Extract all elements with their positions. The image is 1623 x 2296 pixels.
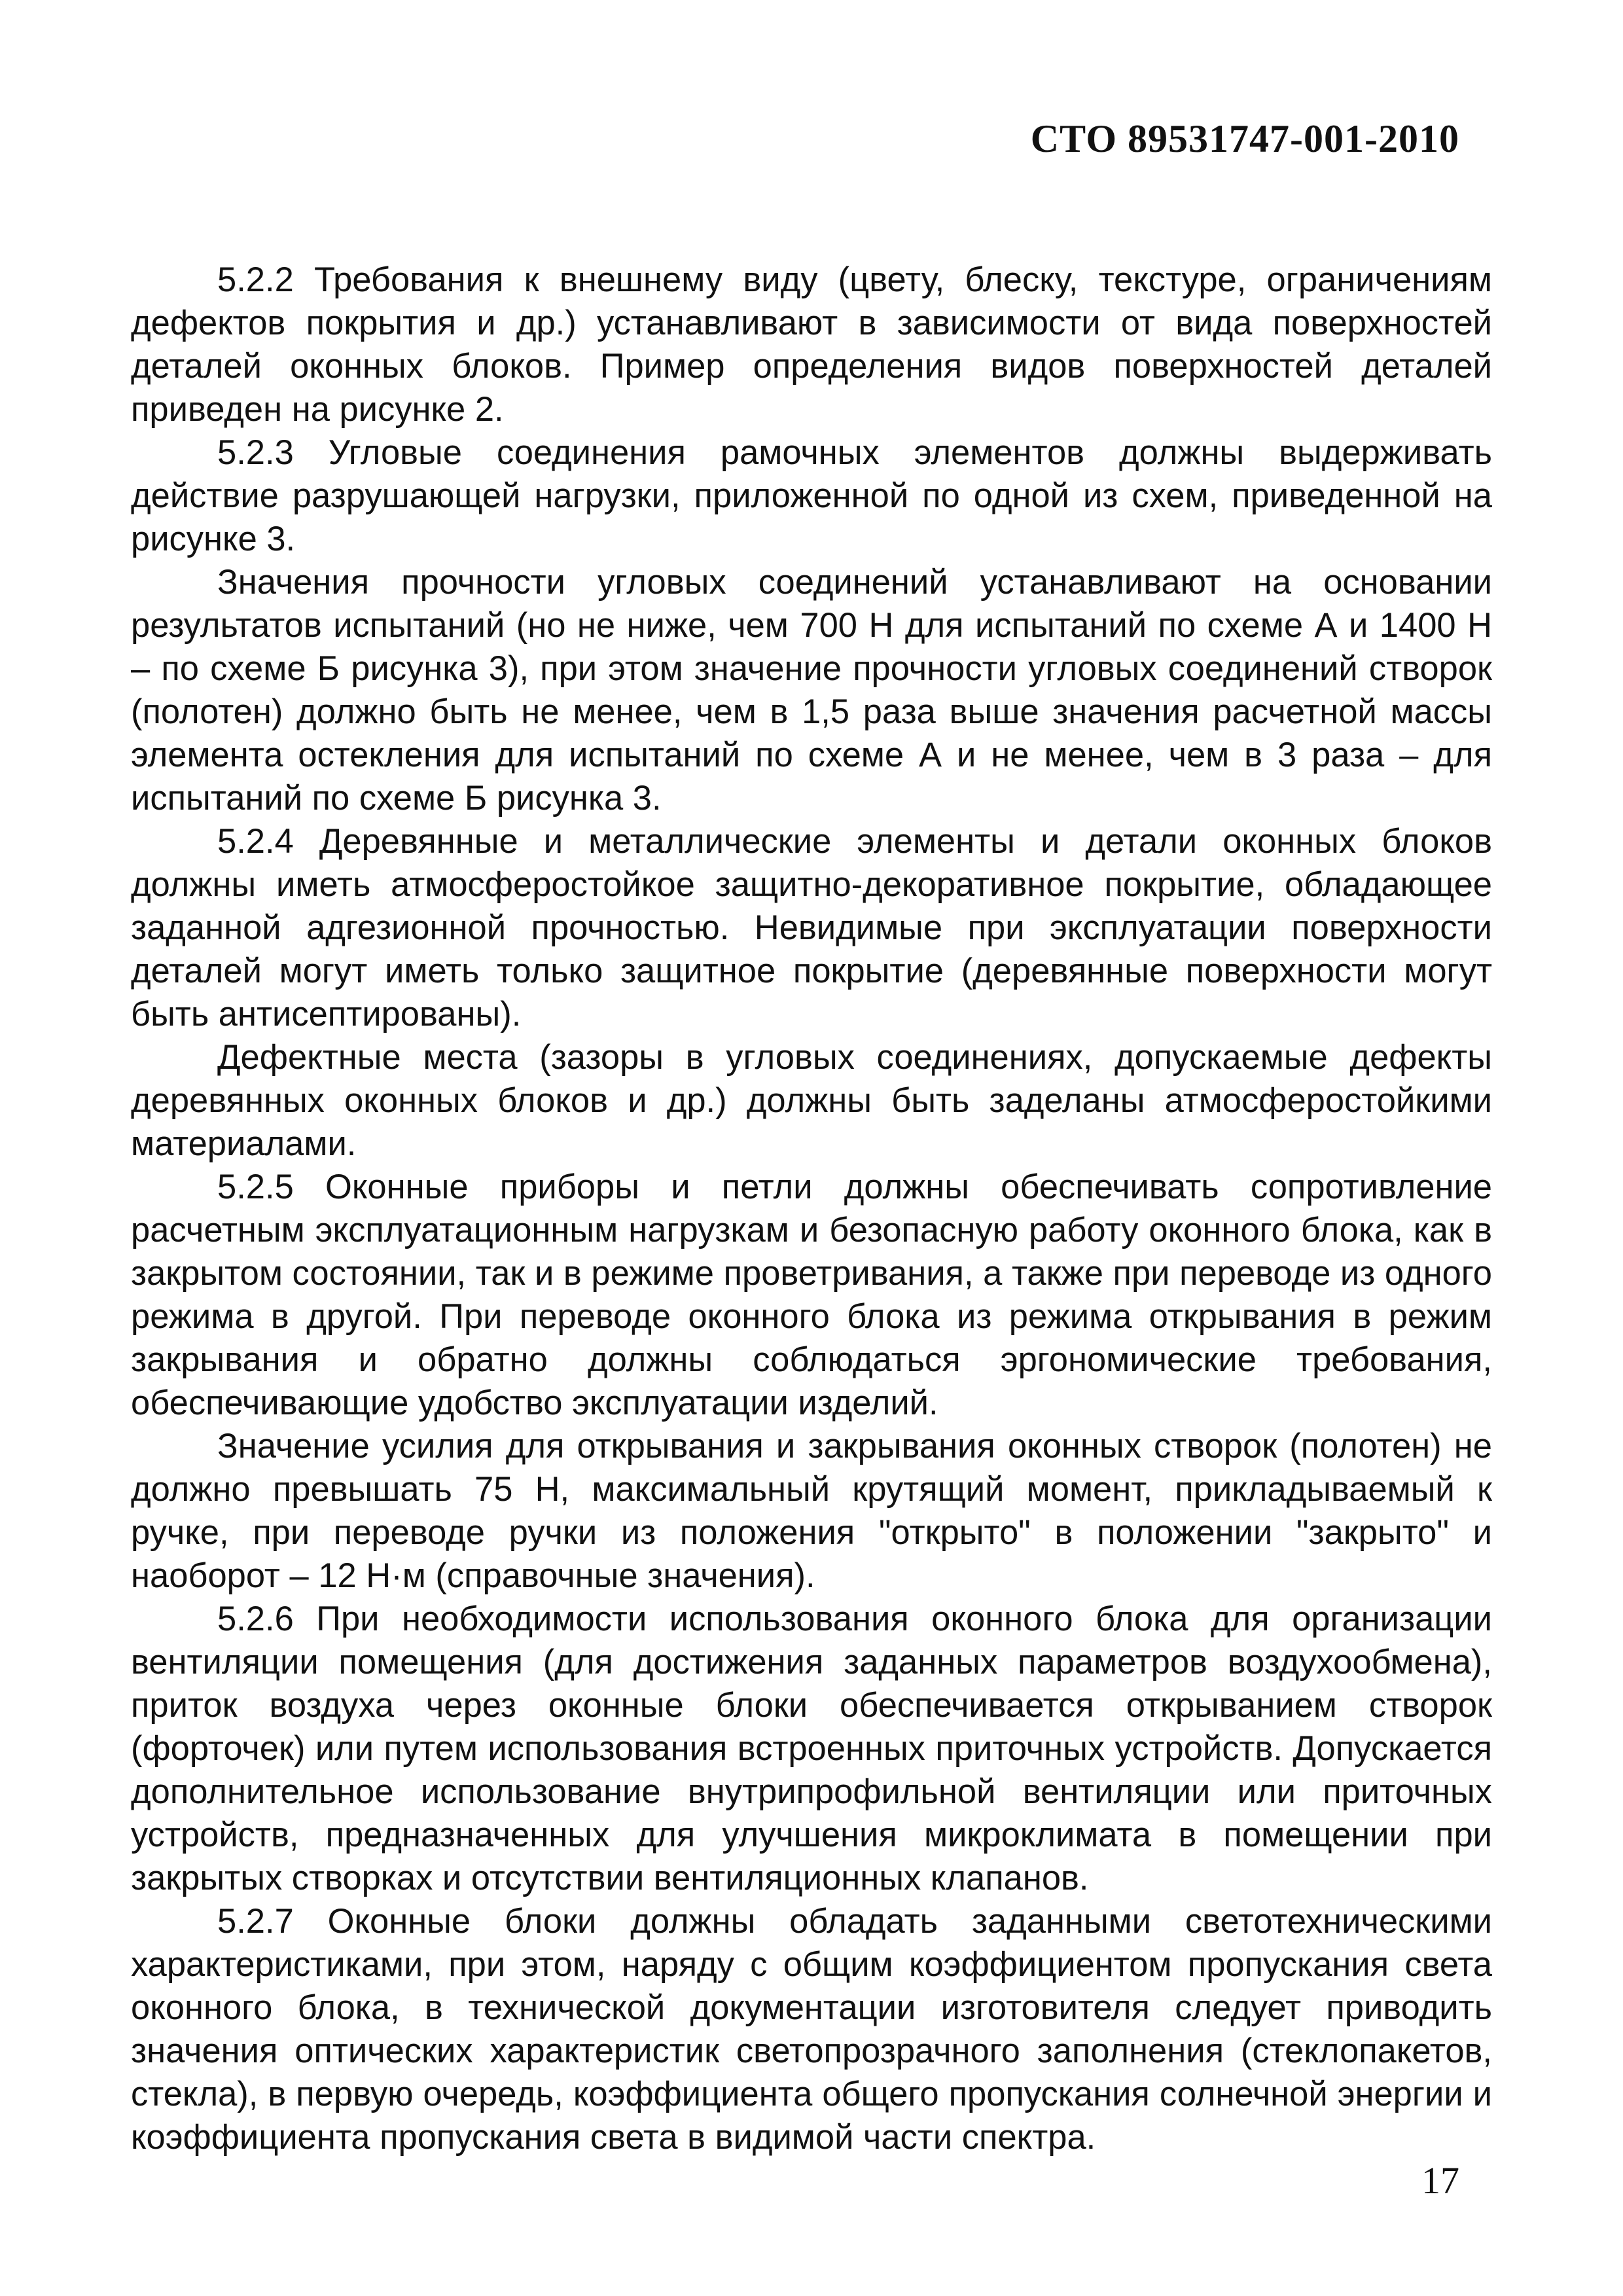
- paragraph-defect-places: Дефектные места (зазоры в угловых соединениях, допускаемые дефекты деревянных оконных блоков и др.) должны быть заделаны атмосферостойкими материалами.: [131, 1038, 1492, 1163]
- paragraph-5-2-2: 5.2.2 Требования к внешнему виду (цвету, блеску, текстуре, ограничениям дефектов покрытия и др.) устанавливают в зависимости от вида поверхностей деталей оконных блоков. Пример определения видов поверхностей деталей приведен на рисунке 2.: [131, 260, 1492, 429]
- paragraph-opening-force: Значение усилия для открывания и закрывания оконных створок (полотен) не должно превышать 75 Н, максимальный крутящий момент, прикладываемый к ручке, при переводе ручки из положения "открыто" в положении "закрыто" и наоборот – 12 Н·м (справочные значения).: [131, 1427, 1492, 1595]
- page-number: 17: [1421, 2159, 1459, 2202]
- document-body: [131, 259, 1492, 2159]
- paragraph-5-2-5: 5.2.5 Оконные приборы и петли должны обеспечивать сопротивление расчетным эксплуатационным нагрузкам и безопасную работу оконного блока, как в закрытом состоянии, так и в режиме проветривания, а также при переводе из одного режима в другой. При переводе оконного блока из режима открывания в режим закрывания и обратно должны соблюдаться эргономические требования, обеспечивающие удобство эксплуатации изделий.: [131, 1168, 1492, 1422]
- paragraph-5-2-7: 5.2.7 Оконные блоки должны обладать заданными светотехническими характеристиками, при этом, наряду с общим коэффициентом пропускания света оконного блока, в технической документации изготовителя следует приводить значения оптических характеристик светопрозрачного заполнения (стеклопакетов, стекла), в первую очередь, коэффициента общего пропускания солнечной энергии и коэффициента пропускания света в видимой части спектра.: [131, 1902, 1492, 2157]
- paragraph-5-2-6: 5.2.6 При необходимости использования оконного блока для организации вентиляции помещения (для достижения заданных параметров воздухообмена), приток воздуха через оконные блоки обеспечивается открыванием створок (форточек) или путем использования встроенных приточных устройств. Допускается дополнительное использование внутрипрофильной вентиляции или приточных устройств, предназначенных для улучшения микроклимата в помещении при закрытых створках и отсутствии вентиляционных клапанов.: [131, 1600, 1492, 1897]
- document-code: СТО 89531747-001-2010: [1030, 117, 1459, 160]
- paragraph-5-2-4: 5.2.4 Деревянные и металлические элементы и детали оконных блоков должны иметь атмосферостойкое защитно-декоративное покрытие, обладающее заданной адгезионной прочностью. Невидимые при эксплуатации поверхности деталей могут иметь только защитное покрытие (деревянные поверхности могут быть антисептированы).: [131, 822, 1492, 1033]
- paragraph-5-2-3: 5.2.3 Угловые соединения рамочных элементов должны выдерживать действие разрушающей нагрузки, приложенной по одной из схем, приведенной на рисунке 3.: [131, 433, 1492, 558]
- paragraph-strength-values: Значения прочности угловых соединений устанавливают на основании результатов испытаний (но не ниже, чем 700 Н для испытаний по схеме А и 1400 Н – по схеме Б рисунка 3), при этом значение прочности угловых соединений створок (полотен) должно быть не менее, чем в 1,5 раза выше значения расчетной массы элемента остекления для испытаний по схеме А и не менее, чем в 3 раза – для испытаний по схеме Б рисунка 3.: [131, 563, 1492, 817]
